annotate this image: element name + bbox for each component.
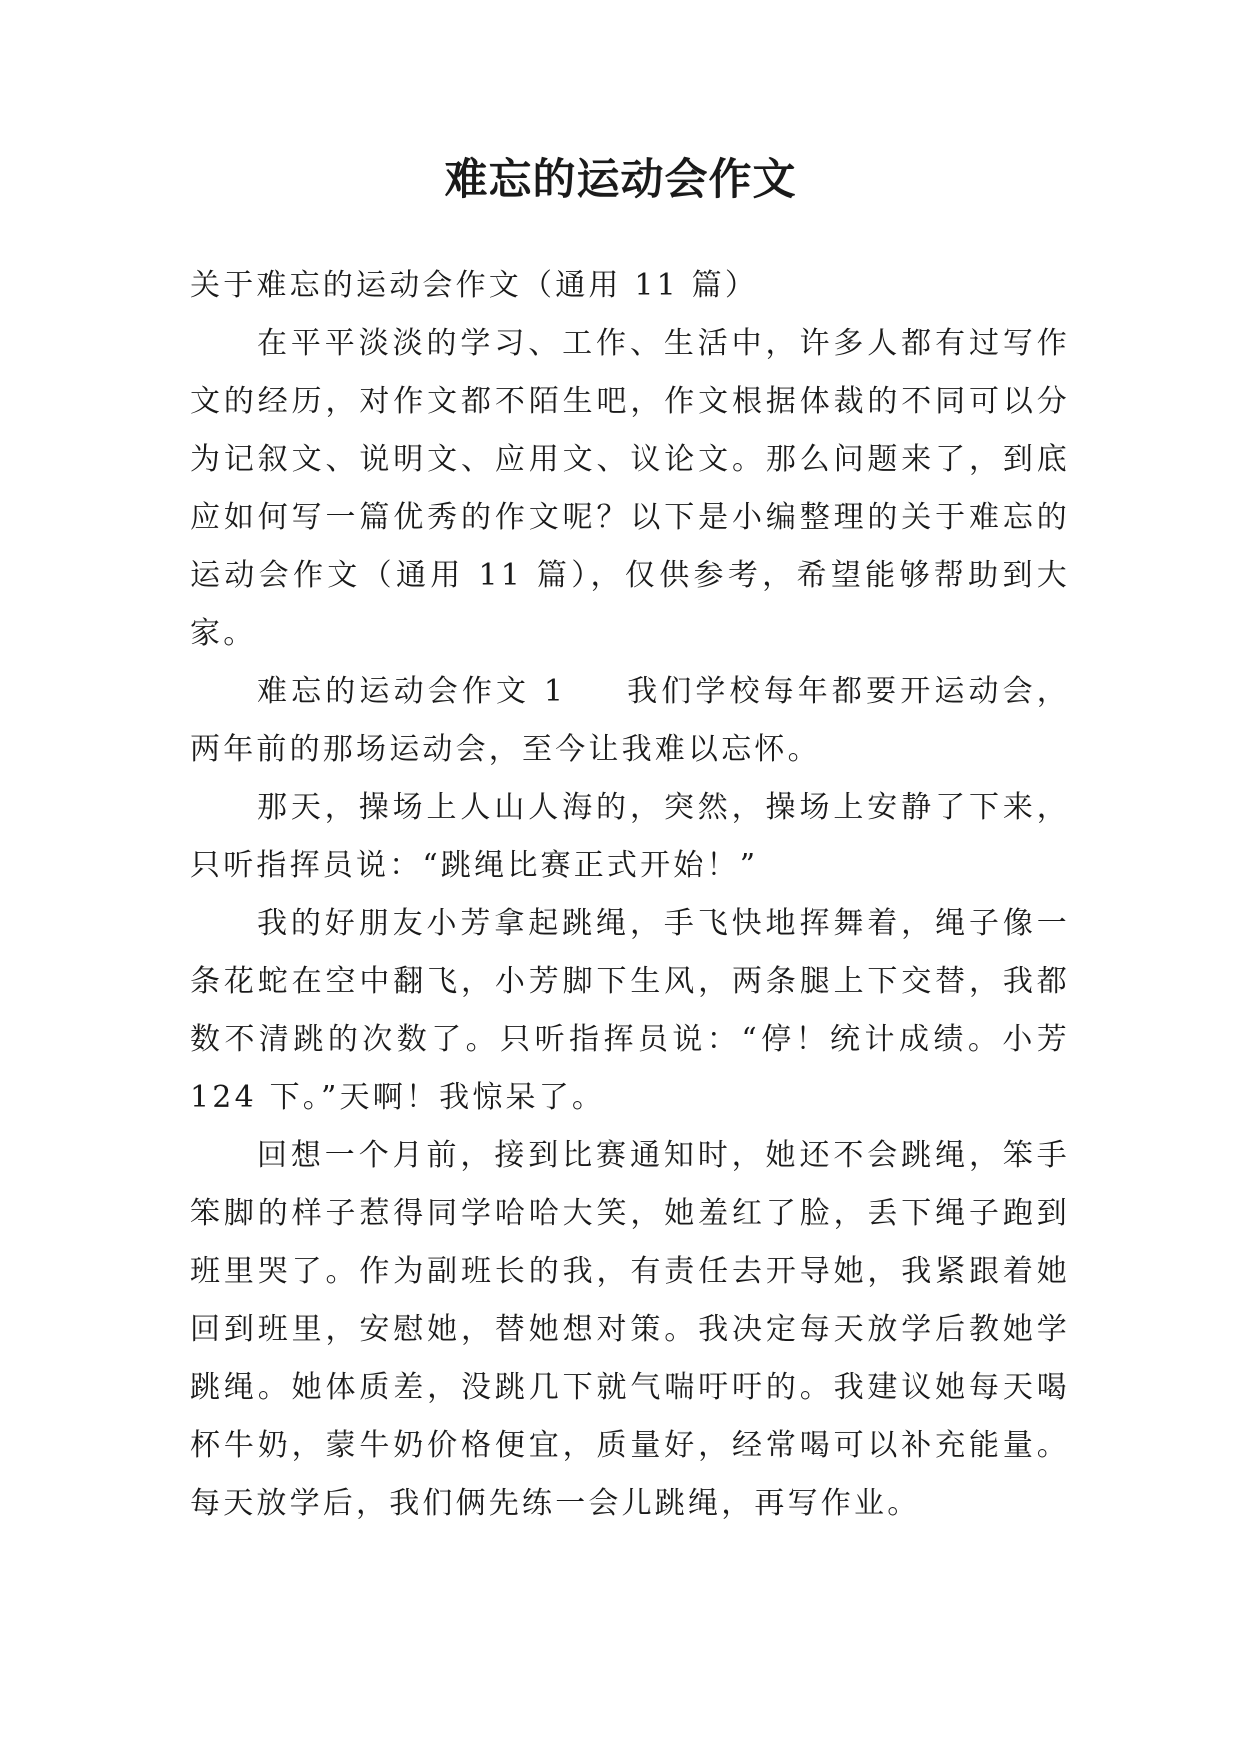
document-subtitle: 关于难忘的运动会作文（通用 11 篇） — [190, 268, 759, 303]
essay1-heading: 难忘的运动会作文 1 — [257, 674, 567, 709]
essay1-paragraph-2: 那天，操场上人山人海的，突然，操场上安静了下来，只听指挥员说：“跳绳比赛正式开始！” — [190, 790, 1070, 883]
essay1-first-paragraph — [190, 663, 1070, 779]
intro-paragraph: 在平平淡淡的学习、工作、生活中，许多人都有过写作文的经历，对作文都不陌生吧，作文根据体裁的不同可以分为记叙文、说明文、应用文、议论文。那么问题来了，到底应如何写一篇优秀的作文呢？以下是小编整理的关于难忘的运动会作文（通用 11 篇），仅供参考，希望能够帮助到大家。 — [190, 326, 1070, 651]
document-body — [190, 257, 1070, 1533]
essay1-paragraph-4: 回想一个月前，接到比赛通知时，她还不会跳绳，笨手笨脚的样子惹得同学哈哈大笑，她羞红了脸，丢下绳子跑到班里哭了。作为副班长的我，有责任去开导她，我紧跟着她回到班里，安慰她，替她想对策。我决定每天放学后教她学跳绳。她体质差，没跳几下就气喘吁吁的。我建议她每天喝杯牛奶，蒙牛奶价格便宜，质量好，经常喝可以补充能量。每天放学后，我们俩先练一会儿跳绳，再写作业。 — [190, 1138, 1070, 1521]
essay1-paragraph-1: 我们学校每年都要开运动会，两年前的那场运动会，至今让我难以忘怀。 — [190, 674, 1070, 767]
essay1-paragraph-3: 我的好朋友小芳拿起跳绳，手飞快地挥舞着，绳子像一条花蛇在空中翻飞，小芳脚下生风，两条腿上下交替，我都数不清跳的次数了。只听指挥员说：“停！统计成绩。小芳 124 下。”天啊！我惊呆了。 — [190, 906, 1070, 1115]
document-title: 难忘的运动会作文 — [444, 155, 797, 205]
